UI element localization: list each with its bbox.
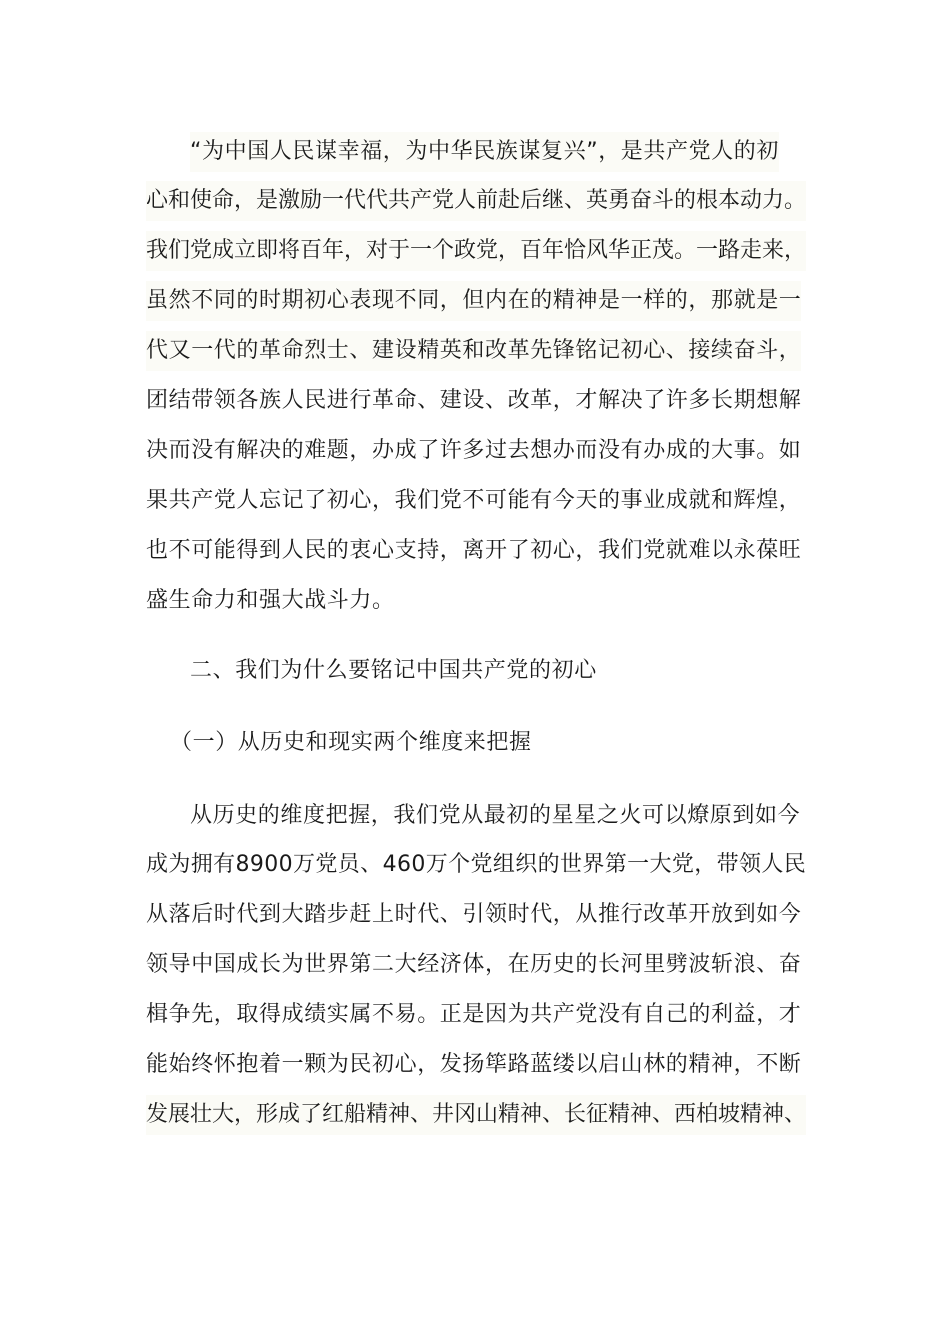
section-heading: 二、我们为什么要铭记中国共产党的初心	[190, 658, 597, 683]
paragraph-2-line-7: 发展壮大，形成了红船精神、井冈山精神、长征精神、西柏坡精神、	[146, 1095, 806, 1135]
paragraph-2-line-4: 领导中国成长为世界第二大经济体，在历史的长河里劈波斩浪、奋	[146, 952, 802, 977]
paragraph-2-line-5: 楫争先，取得成绩实属不易。正是因为共产党没有自己的利益，才	[146, 1002, 802, 1027]
paragraph-1-line-8: 果共产党人忘记了初心，我们党不可能有今天的事业成就和辉煌，	[146, 488, 802, 513]
paragraph-1-line-7: 决而没有解决的难题，办成了许多过去想办而没有办成的大事。如	[146, 438, 802, 463]
paragraph-2-line-3: 从落后时代到大踏步赶上时代、引领时代，从推行改革开放到如今	[146, 902, 802, 927]
paragraph-1-line-5: 代又一代的革命烈士、建设精英和改革先锋铭记初心、接续奋斗，	[146, 331, 801, 371]
paragraph-2-line-1: 从历史的维度把握，我们党从最初的星星之火可以燎原到如今	[190, 803, 801, 828]
paragraph-1-line-4: 虽然不同的时期初心表现不同，但内在的精神是一样的，那就是一	[146, 281, 801, 321]
paragraph-1-line-10: 盛生命力和强大战斗力。	[146, 588, 395, 613]
paragraph-1-line-2: 心和使命，是激励一代代共产党人前赴后继、英勇奋斗的根本动力。	[146, 181, 806, 221]
subsection-heading: （一）从历史和现实两个维度来把握	[170, 730, 532, 755]
paragraph-1-line-6: 团结带领各族人民进行革命、建设、改革，才解决了许多长期想解	[146, 388, 802, 413]
paragraph-2-line-6: 能始终怀抱着一颗为民初心，发扬筚路蓝缕以启山林的精神，不断	[146, 1052, 802, 1077]
paragraph-1-line-3: 我们党成立即将百年，对于一个政党，百年恰风华正茂。一路走来，	[146, 231, 806, 271]
paragraph-2-line-2: 成为拥有8900万党员、460万个党组织的世界第一大党，带领人民	[146, 852, 807, 877]
paragraph-1-line-1: “为中国人民谋幸福，为中华民族谋复兴”，是共产党人的初	[190, 132, 779, 172]
paragraph-1-line-9: 也不可能得到人民的衷心支持，离开了初心，我们党就难以永葆旺	[146, 538, 802, 563]
